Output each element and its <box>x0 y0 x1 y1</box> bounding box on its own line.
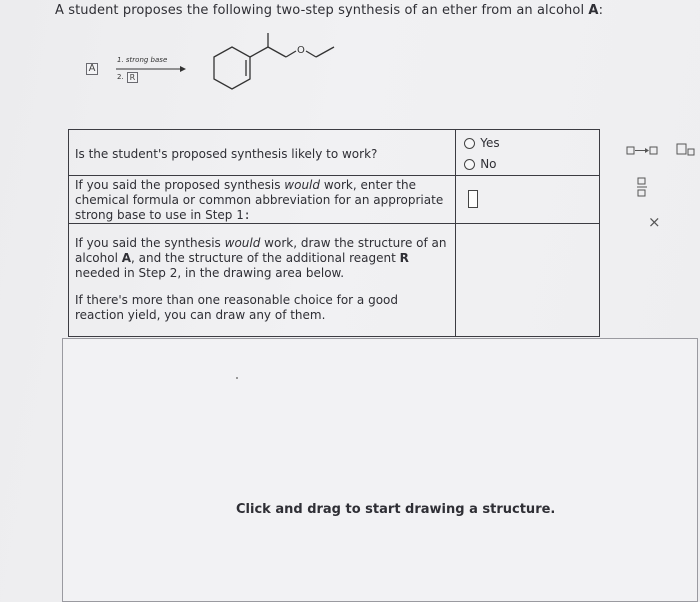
reactant-label: A <box>86 63 98 75</box>
question-table <box>68 129 600 337</box>
q2-answer-cell <box>456 176 600 224</box>
fraction-icon[interactable] <box>636 177 648 197</box>
radio-circle-icon[interactable] <box>464 159 475 170</box>
q1-answer-cell <box>456 130 600 176</box>
q1-text: Is the student's proposed synthesis likely to work? <box>75 147 378 161</box>
question-prompt: A student proposes the following two-step synthesis of an ether from an alcohol A: <box>55 3 604 18</box>
table-row <box>69 176 600 224</box>
drawing-hint: Click and drag to start drawing a structure. <box>236 502 556 517</box>
close-icon[interactable]: × <box>648 213 661 231</box>
canvas-dot <box>236 377 238 379</box>
table-row <box>69 224 600 337</box>
step2-label: 2. R <box>117 71 137 82</box>
oxygen-atom: O <box>297 45 305 56</box>
q3-answer-cell <box>456 224 600 337</box>
q2-cell <box>69 176 456 224</box>
q1-cell <box>69 130 456 176</box>
drawing-canvas[interactable] <box>62 338 698 602</box>
q3-text-b: If there's more than one reasonable choice for a good reaction yield, you can draw any of them. <box>75 293 398 322</box>
product-structure <box>190 31 370 111</box>
radio-no[interactable]: No <box>464 154 591 175</box>
arrow-tool-icon[interactable] <box>626 145 658 157</box>
table-row <box>69 130 600 176</box>
reaction-scheme <box>80 45 380 115</box>
reagent-label: R <box>127 72 138 83</box>
template-icon[interactable] <box>676 143 696 157</box>
radio-yes[interactable]: Yes <box>464 133 591 154</box>
q3-text-a: If you said the synthesis would work, draw the structure of an alcohol A, and the structure of the additional reagent R needed in Step 2, in the drawing area below. <box>75 236 447 280</box>
step1-label: 1. strong base <box>117 56 168 64</box>
q2-text: If you said the proposed synthesis would work, enter the chemical formula or common abbreviation for an appropriate strong base to use in Step 1: <box>75 178 444 222</box>
q3-cell <box>69 224 456 337</box>
base-input[interactable] <box>468 190 478 208</box>
radio-circle-icon[interactable] <box>464 138 475 149</box>
